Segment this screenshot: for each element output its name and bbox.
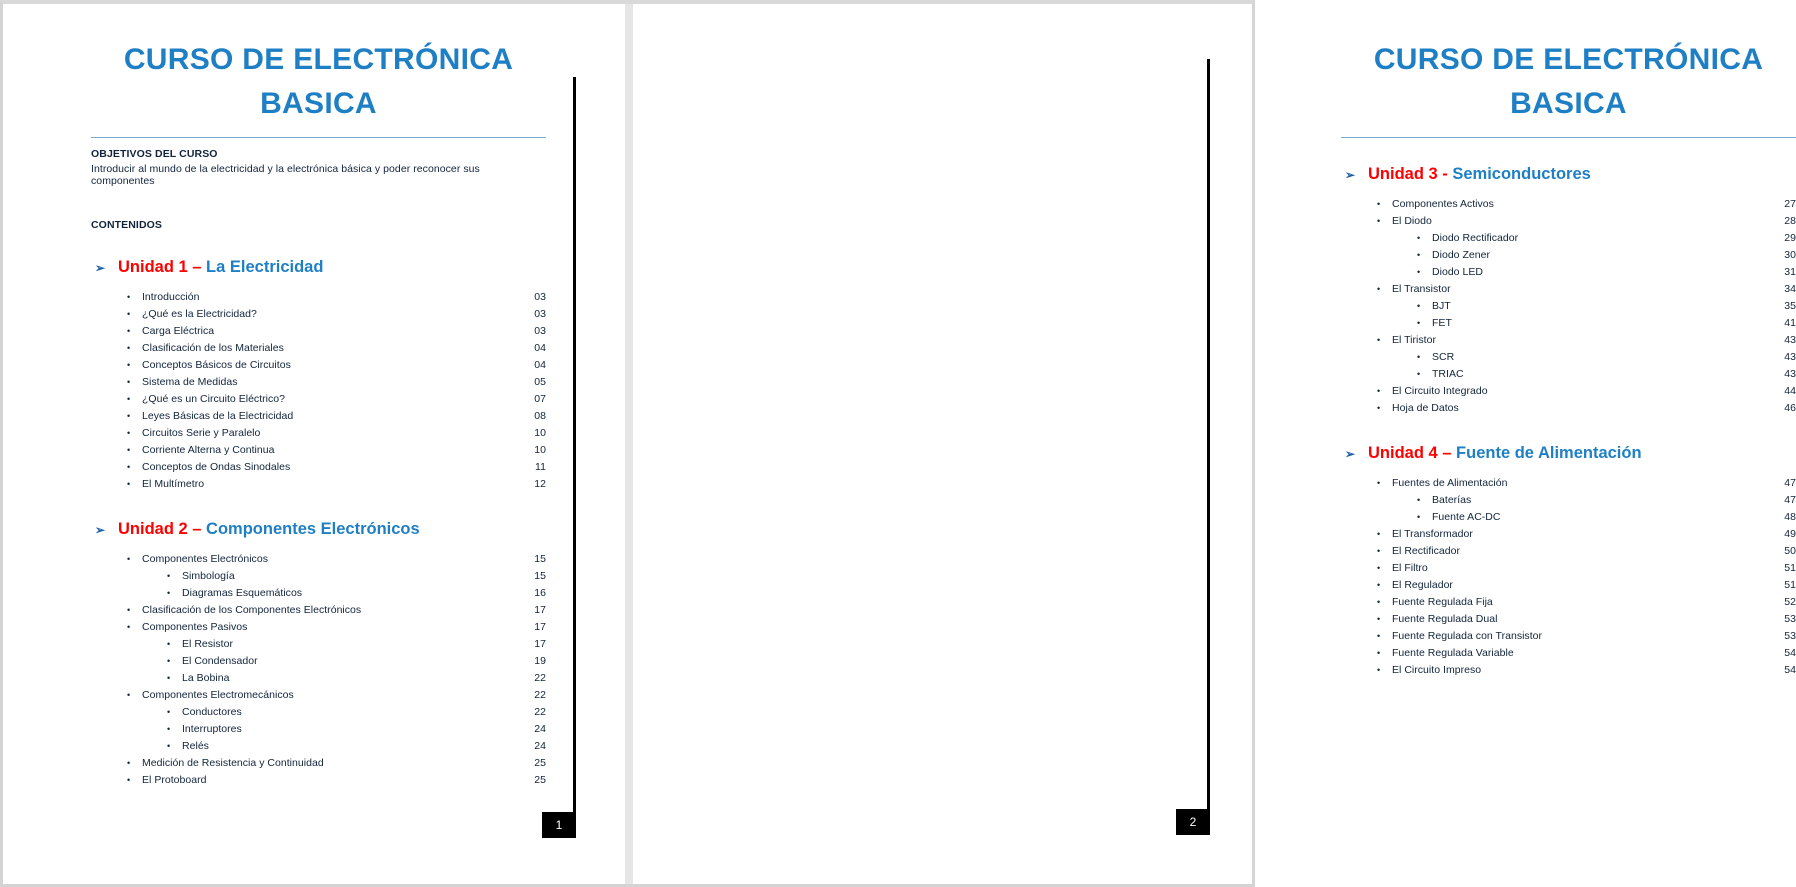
bullet-icon: • [127, 690, 131, 700]
toc-entry[interactable] [91, 289, 546, 306]
toc-entry-label: El Regulador [1392, 579, 1453, 591]
toc-entry-page-number: 54 [1784, 664, 1796, 676]
toc-entry-page-number: 25 [534, 757, 546, 769]
toc-entry-page-number: 28 [1784, 215, 1796, 227]
bullet-icon: • [127, 428, 131, 438]
toc-entry-label: La Bobina [182, 672, 230, 684]
toc-entry[interactable] [91, 585, 546, 602]
toc-entry-page-number: 48 [1784, 511, 1796, 523]
bullet-icon: • [167, 571, 171, 581]
toc-entry[interactable] [91, 602, 546, 619]
toc-entry-page-number: 29 [1784, 232, 1796, 244]
document-title-line-2: BASICA [260, 87, 377, 120]
toc-entry[interactable] [91, 670, 546, 687]
toc-entry-page-number: 52 [1784, 596, 1796, 608]
unit-separator: – [187, 520, 207, 538]
page-2-units [1341, 165, 1796, 679]
bullet-icon: • [127, 479, 131, 489]
toc-entry-page-number: 24 [534, 723, 546, 735]
toc-entry-page-number: 22 [534, 689, 546, 701]
page-marker-stem [1207, 59, 1210, 809]
unit-separator: – [187, 258, 207, 276]
toc-entry[interactable] [1341, 662, 1796, 679]
document-title [91, 4, 546, 126]
toc-entry-page-number: 07 [534, 393, 546, 405]
arrow-bullet-icon: ➢ [1345, 168, 1356, 182]
toc-entry-page-number: 44 [1784, 385, 1796, 397]
bullet-icon: • [1417, 301, 1421, 311]
toc-entry-label: Componentes Electrónicos [142, 553, 268, 565]
toc-entry-label: Conceptos de Ondas Sinodales [142, 461, 291, 473]
toc-entry-page-number: 53 [1784, 630, 1796, 642]
bullet-icon: • [127, 343, 131, 353]
bullet-icon: • [1377, 648, 1381, 658]
toc-entry[interactable] [91, 551, 546, 568]
toc-entry-label: Introducción [142, 291, 200, 303]
bullet-icon: • [127, 394, 131, 404]
toc-entry-label: SCR [1432, 351, 1455, 363]
bullet-icon: • [127, 445, 131, 455]
unit-heading[interactable] [1341, 444, 1796, 463]
toc-entry[interactable] [1341, 526, 1796, 543]
bullet-icon: • [1377, 631, 1381, 641]
unit-number: Unidad 2 [118, 520, 188, 538]
toc-entry[interactable] [91, 442, 546, 459]
toc-entry-label: TRIAC [1432, 368, 1464, 380]
toc-entry[interactable] [91, 619, 546, 636]
document-title-line-1: CURSO DE ELECTRÓNICA [1373, 43, 1764, 76]
contents-heading: CONTENIDOS [91, 219, 163, 231]
page-1-units [91, 258, 546, 789]
bullet-icon: • [1377, 580, 1381, 590]
page-2-content-column [1341, 4, 1796, 681]
toc-entry[interactable] [1341, 611, 1796, 628]
toc-entry-page-number: 53 [1784, 613, 1796, 625]
unit-heading[interactable] [91, 520, 546, 539]
bullet-icon: • [1377, 284, 1381, 294]
toc-entry[interactable] [1341, 332, 1796, 349]
toc-entry[interactable] [1341, 383, 1796, 400]
toc-entry-label: El Diodo [1392, 215, 1432, 227]
toc-entry-label: Medición de Resistencia y Continuidad [142, 757, 324, 769]
toc-entry-page-number: 17 [534, 638, 546, 650]
unit-name: La Electricidad [206, 258, 324, 276]
toc-entry-label: Fuente Regulada Variable [1392, 647, 1514, 659]
arrow-bullet-icon: ➢ [1345, 447, 1356, 461]
unit-heading[interactable] [1341, 165, 1796, 184]
bullet-icon: • [1377, 478, 1381, 488]
toc-entry[interactable] [1341, 349, 1796, 366]
toc-entry-label: Simbología [182, 570, 235, 582]
bullet-icon: • [1377, 403, 1381, 413]
toc-entry-page-number: 04 [534, 342, 546, 354]
toc-entry[interactable] [91, 408, 546, 425]
toc-entry[interactable] [1341, 594, 1796, 611]
toc-entry[interactable] [91, 476, 546, 493]
bullet-icon: • [127, 758, 131, 768]
toc-entry-label: Componentes Activos [1392, 198, 1494, 210]
toc-entry-label: Componentes Electromecánicos [142, 689, 294, 701]
toc-entry-page-number: 51 [1784, 579, 1796, 591]
toc-entry-page-number: 43 [1784, 368, 1796, 380]
toc-entry-label: Fuente AC-DC [1432, 511, 1501, 523]
toc-entry-page-number: 05 [534, 376, 546, 388]
bullet-icon: • [127, 622, 131, 632]
toc-entry-label: El Transistor [1392, 283, 1451, 295]
toc-entry-label: BJT [1432, 300, 1451, 312]
bullet-icon: • [1377, 597, 1381, 607]
toc-entry[interactable] [1341, 543, 1796, 560]
toc-entry-label: Hoja de Datos [1392, 402, 1459, 414]
toc-entry[interactable] [91, 374, 546, 391]
document-title [1341, 4, 1796, 126]
toc-entry-label: FET [1432, 317, 1452, 329]
toc-entry-page-number: 47 [1784, 494, 1796, 506]
bullet-icon: • [167, 707, 171, 717]
page-marker-stem [573, 77, 576, 812]
toc-entry-page-number: 03 [534, 308, 546, 320]
title-divider [91, 137, 546, 138]
toc-entry-label: Circuitos Serie y Paralelo [142, 427, 261, 439]
unit-block [1341, 444, 1796, 679]
toc-entry-label: El Filtro [1392, 562, 1428, 574]
toc-entry-page-number: 31 [1784, 266, 1796, 278]
bullet-icon: • [167, 656, 171, 666]
arrow-bullet-icon: ➢ [95, 261, 106, 275]
toc-entry-label: El Circuito Impreso [1392, 664, 1482, 676]
bullet-icon: • [127, 326, 131, 336]
toc-entry-label: Baterías [1432, 494, 1472, 506]
toc-entry-page-number: 12 [534, 478, 546, 490]
bullet-icon: • [127, 360, 131, 370]
toc-entry-label: Clasificación de los Componentes Electrónicos [142, 604, 362, 616]
toc-entry[interactable] [1341, 247, 1796, 264]
toc-entry-page-number: 08 [534, 410, 546, 422]
toc-entry[interactable] [91, 306, 546, 323]
bullet-icon: • [1377, 614, 1381, 624]
page-1-content-column [91, 4, 546, 791]
arrow-bullet-icon: ➢ [95, 523, 106, 537]
toc-entry-page-number: 54 [1784, 647, 1796, 659]
toc-entry-page-number: 49 [1784, 528, 1796, 540]
bullet-icon: • [127, 377, 131, 387]
toc-entry-label: El Condensador [182, 655, 258, 667]
bullet-icon: • [1377, 665, 1381, 675]
unit-separator: - [1437, 165, 1453, 183]
bullet-icon: • [127, 462, 131, 472]
toc-entry-label: Relés [182, 740, 209, 752]
page-number-badge: 2 [1176, 809, 1210, 835]
toc-entry-page-number: 24 [534, 740, 546, 752]
bullet-icon: • [1417, 250, 1421, 260]
toc-entry[interactable] [91, 340, 546, 357]
toc-entry-label: Fuentes de Alimentación [1392, 477, 1508, 489]
toc-entry[interactable] [1341, 509, 1796, 526]
bullet-icon: • [1377, 546, 1381, 556]
toc-entry-page-number: 50 [1784, 545, 1796, 557]
toc-entry-page-number: 03 [534, 325, 546, 337]
bullet-icon: • [1417, 352, 1421, 362]
toc-entry[interactable] [91, 636, 546, 653]
document-title-line-1: CURSO DE ELECTRÓNICA [123, 43, 514, 76]
toc-entry-label: ¿Qué es un Circuito Eléctrico? [142, 393, 285, 405]
toc-entry-page-number: 47 [1784, 477, 1796, 489]
toc-entry[interactable] [91, 323, 546, 340]
toc-entry-page-number: 17 [534, 621, 546, 633]
toc-entry[interactable] [91, 772, 546, 789]
toc-entry[interactable] [91, 721, 546, 738]
toc-entry-label: Interruptores [182, 723, 242, 735]
toc-entry-label: Diodo Zener [1432, 249, 1491, 261]
toc-entry[interactable] [91, 459, 546, 476]
toc-entry-page-number: 22 [534, 672, 546, 684]
toc-entry[interactable] [1341, 492, 1796, 509]
toc-entry-label: Fuente Regulada Dual [1392, 613, 1498, 625]
toc-entry[interactable] [1341, 230, 1796, 247]
toc-entry-label: Leyes Básicas de la Electricidad [142, 410, 294, 422]
toc-entry-page-number: 27 [1784, 198, 1796, 210]
toc-entry-label: Diodo Rectificador [1432, 232, 1519, 244]
toc-entry-label: Fuente Regulada Fija [1392, 596, 1493, 608]
unit-number: Unidad 1 [118, 258, 188, 276]
bullet-icon: • [1417, 495, 1421, 505]
toc-entry[interactable] [91, 357, 546, 374]
toc-entry[interactable] [1341, 298, 1796, 315]
unit-number: Unidad 3 [1368, 165, 1438, 183]
document-page-2 [633, 4, 1796, 884]
toc-entry-page-number: 35 [1784, 300, 1796, 312]
toc-entry-label: Corriente Alterna y Continua [142, 444, 275, 456]
toc-entry[interactable] [1341, 577, 1796, 594]
toc-entry[interactable] [1341, 400, 1796, 417]
bullet-icon: • [1417, 233, 1421, 243]
bullet-icon: • [167, 588, 171, 598]
toc-entry-page-number: 30 [1784, 249, 1796, 261]
toc-entry-page-number: 11 [535, 461, 546, 473]
toc-entry-label: El Transformador [1392, 528, 1473, 540]
page-gutter [625, 4, 633, 884]
toc-entry-page-number: 34 [1784, 283, 1796, 295]
toc-entry[interactable] [1341, 315, 1796, 332]
bullet-icon: • [1377, 335, 1381, 345]
toc-entry-page-number: 43 [1784, 334, 1796, 346]
toc-entry-page-number: 22 [534, 706, 546, 718]
toc-entry-page-number: 16 [534, 587, 546, 599]
bullet-icon: • [127, 309, 131, 319]
bullet-icon: • [1417, 318, 1421, 328]
toc-entry-page-number: 43 [1784, 351, 1796, 363]
objectives-text: Introducir al mundo de la electricidad y la electrónica básica y poder reconocer sus componentes [91, 163, 480, 187]
unit-block [91, 520, 546, 789]
toc-entry[interactable] [1341, 264, 1796, 281]
bullet-icon: • [127, 775, 131, 785]
bullet-icon: • [167, 673, 171, 683]
unit-number: Unidad 4 [1368, 444, 1438, 462]
toc-entry[interactable] [1341, 560, 1796, 577]
bullet-icon: • [1377, 386, 1381, 396]
toc-entry-label: El Resistor [182, 638, 233, 650]
toc-entry-label: El Circuito Integrado [1392, 385, 1488, 397]
toc-entry-label: Carga Eléctrica [142, 325, 215, 337]
toc-entry[interactable] [1341, 645, 1796, 662]
toc-entry-page-number: 03 [534, 291, 546, 303]
page-number-badge: 1 [542, 812, 576, 838]
bullet-icon: • [127, 554, 131, 564]
toc-entry[interactable] [1341, 213, 1796, 230]
bullet-icon: • [1377, 563, 1381, 573]
bullet-icon: • [127, 411, 131, 421]
toc-entry[interactable] [91, 568, 546, 585]
bullet-icon: • [1417, 512, 1421, 522]
toc-entry-label: Conceptos Básicos de Circuitos [142, 359, 291, 371]
bullet-icon: • [127, 292, 131, 302]
bullet-icon: • [167, 741, 171, 751]
toc-entry-page-number: 10 [534, 427, 546, 439]
bullet-icon: • [1377, 216, 1381, 226]
document-title-line-2: BASICA [1510, 87, 1627, 120]
toc-entry[interactable] [91, 704, 546, 721]
document-page-1 [3, 4, 625, 884]
toc-entry-label: Clasificación de los Materiales [142, 342, 284, 354]
toc-entry-label: Componentes Pasivos [142, 621, 248, 633]
toc-entry-page-number: 10 [534, 444, 546, 456]
objectives-heading: OBJETIVOS DEL CURSO [91, 148, 218, 160]
toc-entry[interactable] [91, 391, 546, 408]
toc-entry-page-number: 19 [534, 655, 546, 667]
toc-entry[interactable] [1341, 196, 1796, 213]
unit-block [1341, 165, 1796, 417]
unit-name: Componentes Electrónicos [206, 520, 420, 538]
toc-entry[interactable] [1341, 366, 1796, 383]
toc-entry-page-number: 46 [1784, 402, 1796, 414]
toc-entry-page-number: 15 [534, 570, 546, 582]
toc-entry-label: El Rectificador [1392, 545, 1460, 557]
toc-entry-label: Fuente Regulada con Transistor [1392, 630, 1543, 642]
toc-entry-label: ¿Qué es la Electricidad? [142, 308, 257, 320]
toc-entry[interactable] [91, 755, 546, 772]
toc-entry[interactable] [91, 425, 546, 442]
bullet-icon: • [1377, 529, 1381, 539]
bullet-icon: • [127, 605, 131, 615]
toc-entry-label: El Tiristor [1392, 334, 1436, 346]
bullet-icon: • [167, 639, 171, 649]
unit-name: Semiconductores [1452, 165, 1591, 183]
toc-entry[interactable] [1341, 628, 1796, 645]
unit-name: Fuente de Alimentación [1456, 444, 1642, 462]
toc-entry-label: Diagramas Esquemáticos [182, 587, 303, 599]
toc-entry[interactable] [1341, 475, 1796, 492]
toc-entry[interactable] [91, 738, 546, 755]
unit-heading[interactable] [91, 258, 546, 277]
bullet-icon: • [1417, 369, 1421, 379]
toc-entry-label: Sistema de Medidas [142, 376, 238, 388]
toc-entry-page-number: 04 [534, 359, 546, 371]
bullet-icon: • [1377, 199, 1381, 209]
toc-entry-label: El Protoboard [142, 774, 207, 786]
title-divider [1341, 137, 1796, 138]
bullet-icon: • [167, 724, 171, 734]
toc-entry[interactable] [91, 653, 546, 670]
toc-entry-page-number: 41 [1784, 317, 1796, 329]
toc-entry-label: El Multímetro [142, 478, 205, 490]
toc-entry-page-number: 17 [534, 604, 546, 616]
toc-entry[interactable] [1341, 281, 1796, 298]
toc-entry-label: Conductores [182, 706, 242, 718]
toc-entry-page-number: 25 [534, 774, 546, 786]
toc-entry-label: Diodo LED [1432, 266, 1483, 278]
unit-separator: – [1437, 444, 1457, 462]
bullet-icon: • [1417, 267, 1421, 277]
unit-block [91, 258, 546, 493]
toc-entry-page-number: 15 [534, 553, 546, 565]
toc-entry-page-number: 51 [1784, 562, 1796, 574]
toc-entry[interactable] [91, 687, 546, 704]
